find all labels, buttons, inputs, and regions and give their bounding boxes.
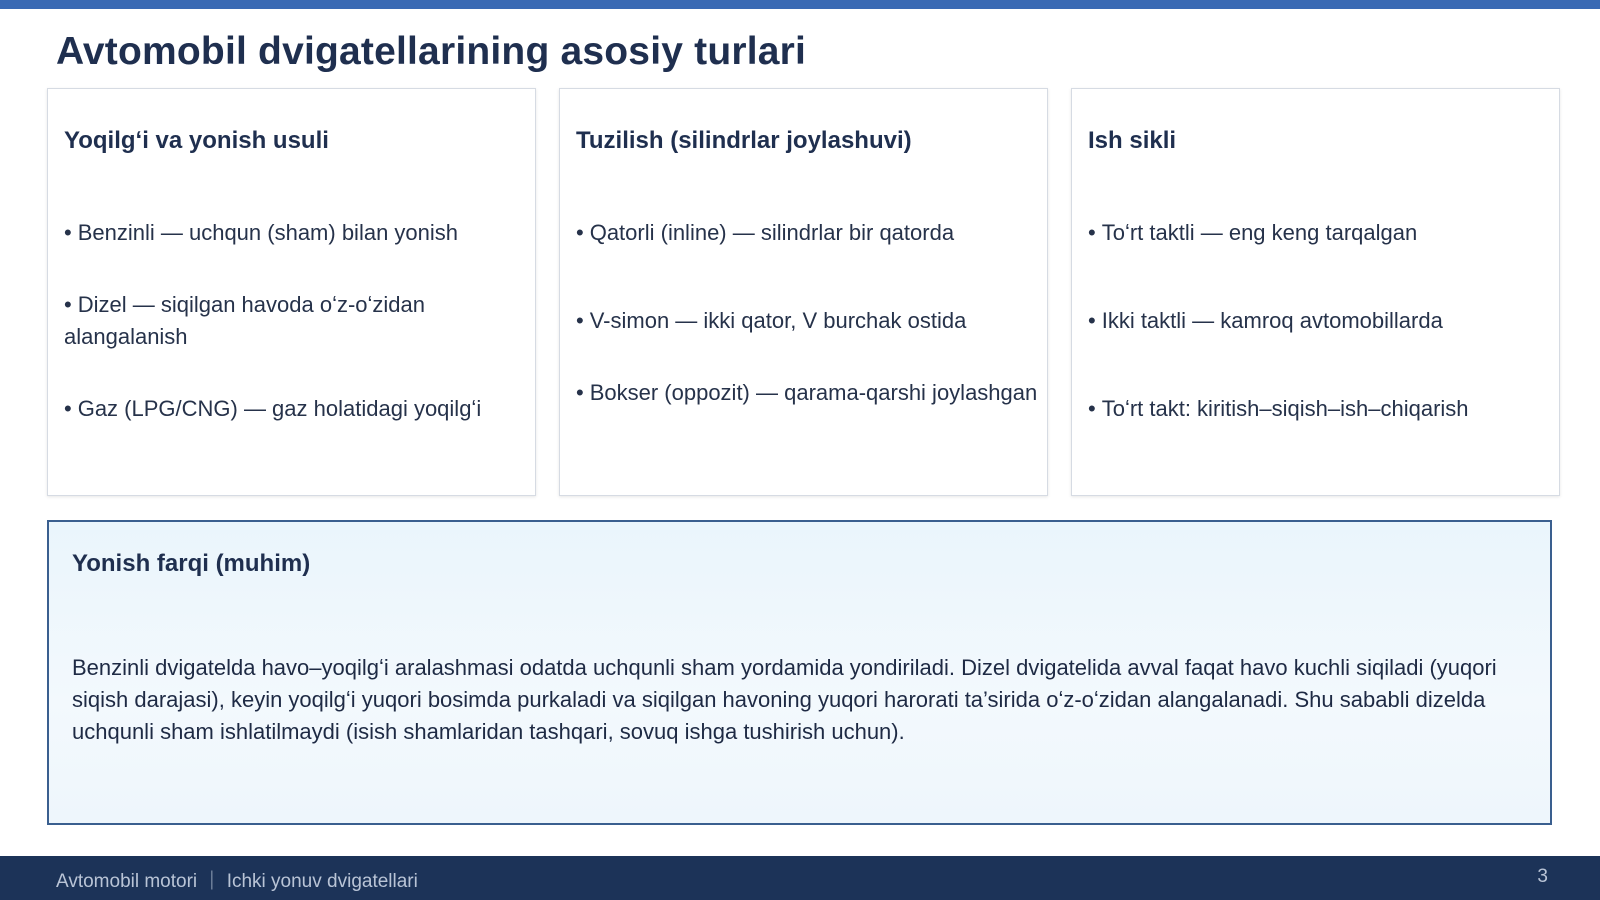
bullet-item: • Gaz (LPG/CNG) — gaz holatidagi yoqilgʻi: [64, 393, 526, 425]
bullet-item: • Toʻrt taktli — eng keng tarqalgan: [1088, 217, 1550, 249]
top-accent-bar: [0, 0, 1600, 9]
note-heading: Yonish farqi (muhim): [72, 550, 311, 577]
page-number: 3: [1537, 866, 1548, 887]
card-heading: Tuzilish (silindrlar joylashuvi): [576, 127, 912, 154]
note-box: [47, 520, 1552, 825]
bullet-item: • Bokser (oppozit) — qarama-qarshi joylashgan: [576, 377, 1038, 409]
card-fuel-ignition: [47, 88, 536, 496]
bullet-item: • Ikki taktli — kamroq avtomobillarda: [1088, 305, 1550, 337]
card-heading: Yoqilgʻi va yonish usuli: [64, 127, 329, 154]
note-body: Benzinli dvigatelda havo–yoqilgʻi aralashmasi odatda uchqunli sham yordamida yondiriladi. Dizel dvigatelida avval faqat havo kuchli siqiladi (yuqori siqish darajasi), keyin yoqilgʻi yuqori bosimda purkaladi va siqilgan havoning yuqori harorati ta’sirida oʻz-oʻzidan alangalanadi. Shu sababli dizelda uchqunli sham ishlatilmaydi (isish shamlaridan tashqari, sovuq ishga tushirish uchun).: [72, 655, 1497, 744]
card-cylinder-layout: [559, 88, 1048, 496]
bullet-item: • Dizel — siqilgan havoda oʻz-oʻzidan alangalanish: [64, 289, 526, 353]
footer-bar: [0, 856, 1600, 900]
bullet-item: • Benzinli — uchqun (sham) bilan yonish: [64, 217, 526, 249]
bullet-item: • Qatorli (inline) — silindrlar bir qatorda: [576, 217, 1038, 249]
bullet-item: • V-simon — ikki qator, V burchak ostida: [576, 305, 1038, 337]
bullet-item: • Toʻrt takt: kiritish–siqish–ish–chiqarish: [1088, 393, 1550, 425]
page-title: Avtomobil dvigatellarining asosiy turlari: [56, 30, 807, 73]
card-work-cycle: [1071, 88, 1560, 496]
card-heading: Ish sikli: [1088, 127, 1177, 154]
footer-text: Avtomobil motori ｜ Ichki yonuv dvigatellari: [56, 871, 418, 892]
